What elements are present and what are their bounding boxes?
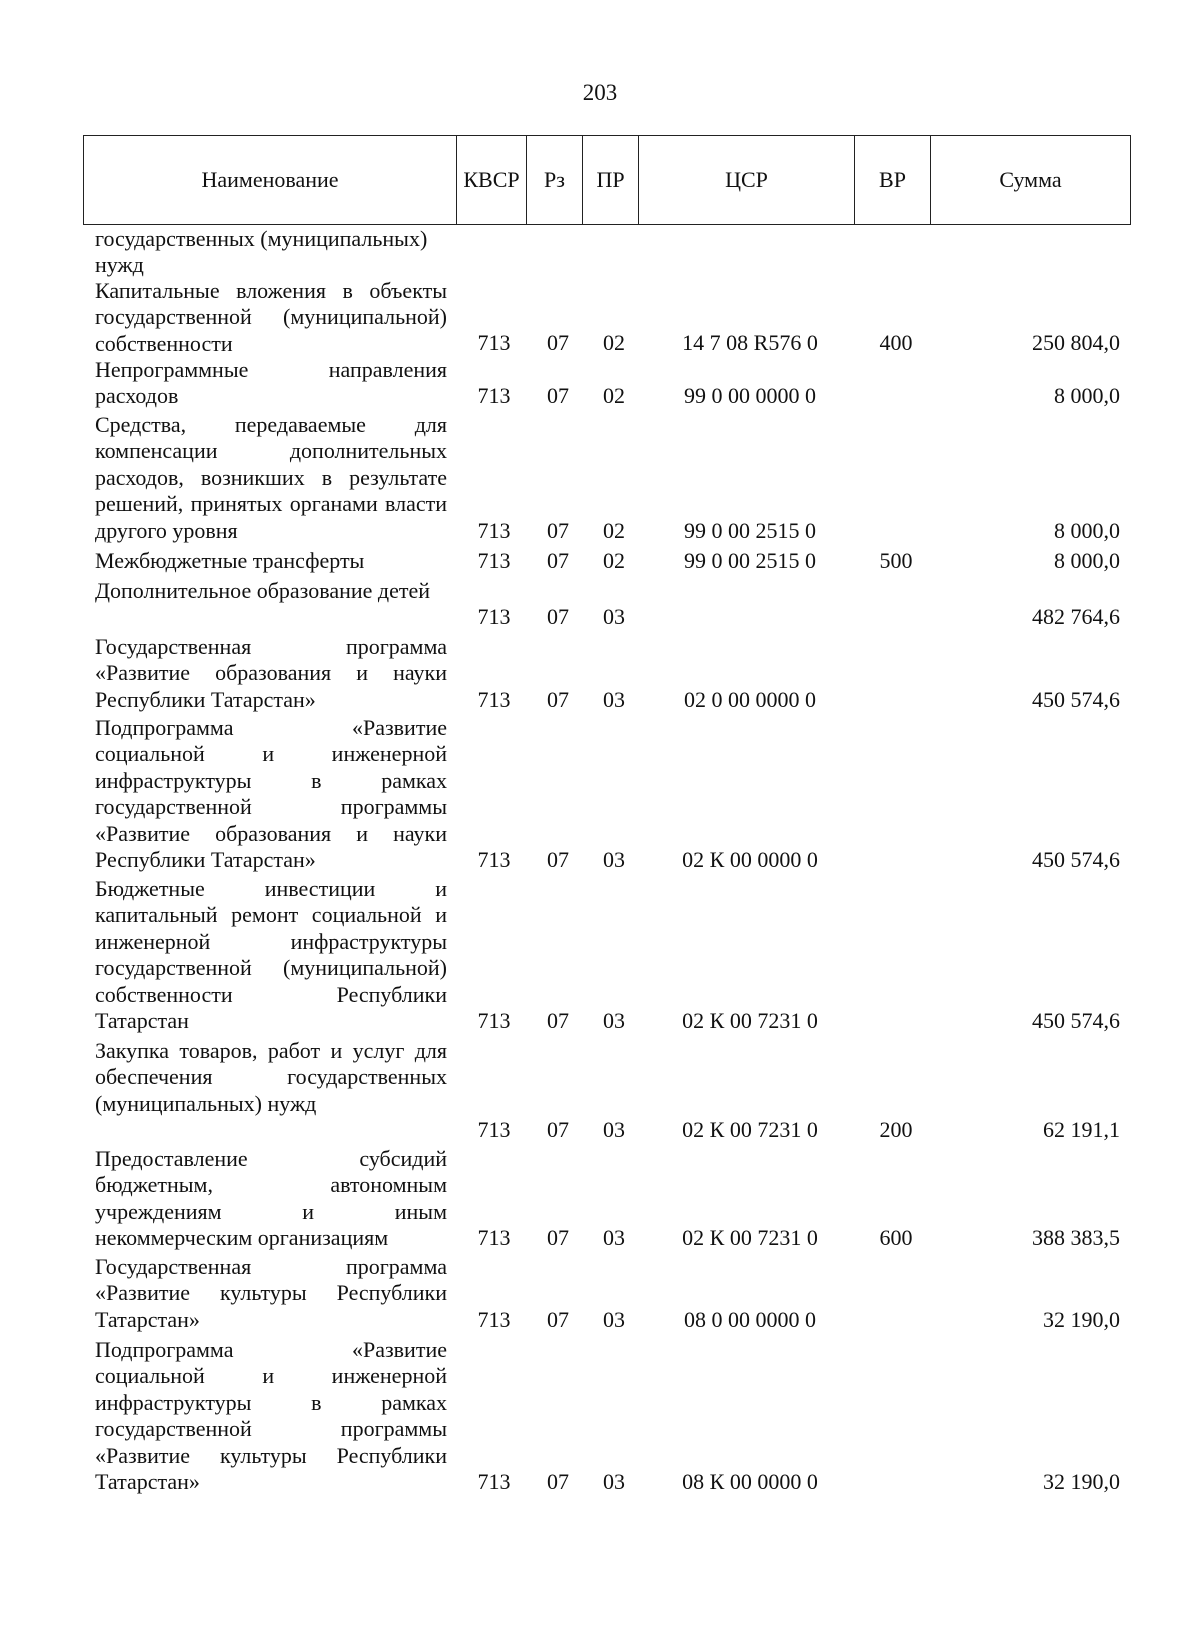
header-sum: Сумма [931,136,1131,225]
row-name: Бюджетные инвестиции и капитальный ремонт социальной и инженерной инфраструктуры государственной (муниципальной) собственности Республики Татарстан [95,876,447,1034]
row-pr: 03 [603,1307,625,1332]
row-rz: 07 [547,604,569,629]
row-name: государственных (муниципальных) нужд [95,226,428,278]
row-kvsr: 713 [477,687,511,712]
table-row [0,715,1200,876]
row-rz: 07 [547,1307,569,1332]
row-pr: 02 [603,548,625,573]
row-rz: 07 [547,330,569,355]
row-sum: 250 804,0 [1032,330,1120,355]
row-csr: 14 7 08 R576 0 [682,330,818,355]
row-pr: 02 [603,518,625,543]
row-pr: 02 [603,330,625,355]
row-kvsr: 713 [477,548,511,573]
row-sum: 8 000,0 [1054,518,1120,543]
row-pr: 03 [603,1008,625,1033]
row-name: Предоставление субсидий бюджетным, автономным учреждениям и иным некоммерческим организациям [95,1146,447,1251]
row-name: Подпрограмма «Развитие социальной и инженерной инфраструктуры в рамках государственной программы «Развитие культуры Республики Татарстан» [95,1337,447,1495]
row-kvsr: 713 [477,1307,511,1332]
row-pr: 03 [603,1469,625,1494]
row-rz: 07 [547,687,569,712]
row-name: Закупка товаров, работ и услуг для обеспечения государственных (муниципальных) нужд [95,1038,447,1116]
row-name: Средства, передаваемые для компенсации дополнительных расходов, возникших в результате решений, принятых органами власти другого уровня [95,412,447,543]
row-rz: 07 [547,1225,569,1250]
table-row [0,876,1200,1038]
table-header [83,135,1131,225]
row-vr: 600 [879,1225,913,1250]
row-kvsr: 713 [477,847,511,872]
row-kvsr: 713 [477,1117,511,1142]
table-row [0,634,1200,715]
row-csr: 02 0 00 0000 0 [684,687,816,712]
table-row [0,548,1200,578]
row-kvsr: 713 [477,1469,511,1494]
row-name: Непрограммные направления расходов [95,357,447,409]
header-rz: Рз [527,136,583,225]
row-pr: 03 [603,1117,625,1142]
row-rz: 07 [547,1008,569,1033]
row-rz: 07 [547,1469,569,1494]
row-pr: 02 [603,383,625,408]
row-vr: 400 [879,330,913,355]
row-name: Дополнительное образование детей [95,578,431,603]
table-row [0,412,1200,548]
table-row [0,578,1200,634]
row-rz: 07 [547,847,569,872]
header-name: Наименование [84,136,457,225]
row-csr: 02 К 00 0000 0 [682,847,818,872]
header-csr: ЦСР [639,136,855,225]
row-kvsr: 713 [477,383,511,408]
row-kvsr: 713 [477,1008,511,1033]
row-vr: 500 [879,548,913,573]
row-sum: 388 383,5 [1032,1225,1120,1250]
table-row [0,1337,1200,1497]
row-csr: 02 К 00 7231 0 [682,1225,818,1250]
header-vr: ВР [855,136,931,225]
row-sum: 62 191,1 [1043,1117,1120,1142]
row-pr: 03 [603,604,625,629]
row-kvsr: 713 [477,1225,511,1250]
row-csr: 99 0 00 2515 0 [684,518,816,543]
row-rz: 07 [547,1117,569,1142]
table-body [0,226,1200,1497]
row-vr: 200 [879,1117,913,1142]
table-row [0,1254,1200,1337]
row-sum: 32 190,0 [1043,1307,1120,1332]
table-row [0,357,1200,412]
table-row [0,226,1200,278]
row-sum: 450 574,6 [1032,687,1120,712]
header-pr: ПР [583,136,639,225]
row-rz: 07 [547,518,569,543]
row-name: Подпрограмма «Развитие социальной и инженерной инфраструктуры в рамках государственной программы «Развитие образования и науки Республики Татарстан» [95,715,447,873]
row-sum: 8 000,0 [1054,548,1120,573]
table-row [0,278,1200,357]
row-pr: 03 [603,847,625,872]
row-rz: 07 [547,548,569,573]
row-sum: 450 574,6 [1032,1008,1120,1033]
row-sum: 482 764,6 [1032,604,1120,629]
row-csr: 99 0 00 0000 0 [684,383,816,408]
row-sum: 32 190,0 [1043,1469,1120,1494]
table-row [0,1146,1200,1254]
row-kvsr: 713 [477,604,511,629]
row-csr: 02 К 00 7231 0 [682,1008,818,1033]
row-pr: 03 [603,1225,625,1250]
row-csr: 08 0 00 0000 0 [684,1307,816,1332]
row-name: Государственная программа «Развитие образования и науки Республики Татарстан» [95,634,447,712]
row-name: Государственная программа «Развитие культуры Республики Татарстан» [95,1254,447,1332]
row-pr: 03 [603,687,625,712]
table-row [0,1038,1200,1146]
row-sum: 450 574,6 [1032,847,1120,872]
row-rz: 07 [547,383,569,408]
row-csr: 02 К 00 7231 0 [682,1117,818,1142]
row-csr: 99 0 00 2515 0 [684,548,816,573]
page-number: 203 [582,80,618,105]
row-csr: 08 К 00 0000 0 [682,1469,818,1494]
row-kvsr: 713 [477,518,511,543]
header-kvsr: КВСР [457,136,527,225]
row-kvsr: 713 [477,330,511,355]
row-sum: 8 000,0 [1054,383,1120,408]
row-name: Капитальные вложения в объекты государственной (муниципальной) собственности [95,278,447,356]
row-name: Межбюджетные трансферты [95,548,365,573]
